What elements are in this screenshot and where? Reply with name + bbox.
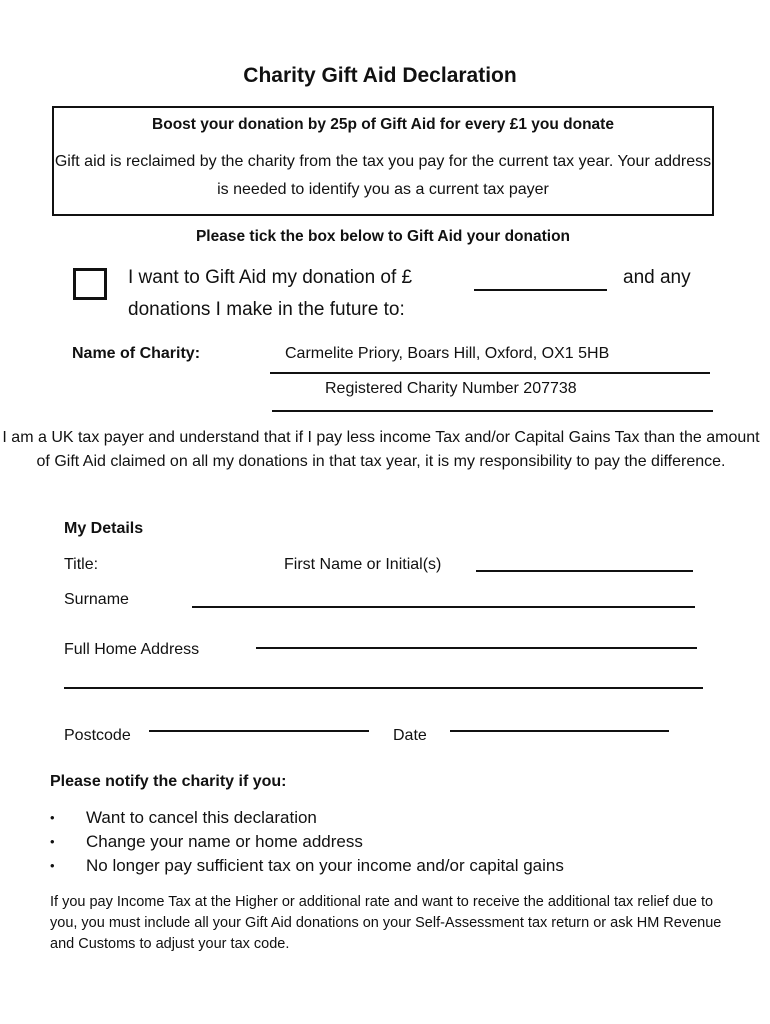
address-label: Full Home Address <box>64 641 200 658</box>
declaration-and-any: and any <box>623 267 691 288</box>
info-box-headline: Boost your donation by 25p of Gift Aid for every £1 you donate <box>152 116 614 133</box>
notify-list <box>50 806 564 878</box>
charity-registration-underline <box>272 410 713 412</box>
tick-instruction: Please tick the box below to Gift Aid your donation <box>195 228 571 245</box>
surname-label: Surname <box>64 591 129 608</box>
gift-aid-info-box <box>52 106 714 216</box>
address-field-line-2[interactable] <box>64 687 703 689</box>
address-field-line-1[interactable] <box>256 647 697 649</box>
charity-name-label: Name of Charity: <box>72 345 201 362</box>
declaration-line-2: donations I make in the future to: <box>128 299 405 320</box>
notify-item: • Change your name or home address <box>50 830 564 854</box>
gift-aid-checkbox[interactable] <box>73 268 107 300</box>
donation-amount-field[interactable] <box>474 289 607 291</box>
date-field[interactable] <box>450 730 669 732</box>
date-label: Date <box>393 727 427 744</box>
declaration-line-1: I want to Gift Aid my donation of £ <box>128 267 413 288</box>
page-title: Charity Gift Aid Declaration <box>243 64 517 87</box>
my-details-heading: My Details <box>64 520 144 537</box>
charity-name-underline <box>270 372 710 374</box>
title-label: Title: <box>64 556 99 573</box>
first-name-field[interactable] <box>476 570 693 572</box>
notify-item: • Want to cancel this declaration <box>50 806 564 830</box>
taxpayer-statement: I am a UK tax payer and understand that if I pay less income Tax and/or Capital Gains Tax than the amount of Gift Aid claimed on all my donations in that tax year, it is my responsibility to pay the difference. <box>2 429 760 470</box>
info-box-body: Gift aid is reclaimed by the charity from the tax you pay for the current tax year. Your address is needed to identify you as a current tax payer <box>54 153 712 198</box>
charity-registration: Registered Charity Number 207738 <box>325 380 577 397</box>
notify-heading: Please notify the charity if you: <box>50 773 287 790</box>
surname-field[interactable] <box>192 606 695 608</box>
postcode-field[interactable] <box>149 730 369 732</box>
footer-note: If you pay Income Tax at the Higher or additional rate and want to receive the additional tax relief due to you, you must include all your Gift Aid donations on your Self-Assessment tax return or ask HM Revenue and Customs to adjust your tax code. <box>50 894 722 952</box>
charity-name-value: Carmelite Priory, Boars Hill, Oxford, OX1 5HB <box>285 345 610 362</box>
postcode-label: Postcode <box>64 727 131 744</box>
first-name-label: First Name or Initial(s) <box>284 556 442 573</box>
notify-item: • No longer pay sufficient tax on your income and/or capital gains <box>50 854 564 878</box>
